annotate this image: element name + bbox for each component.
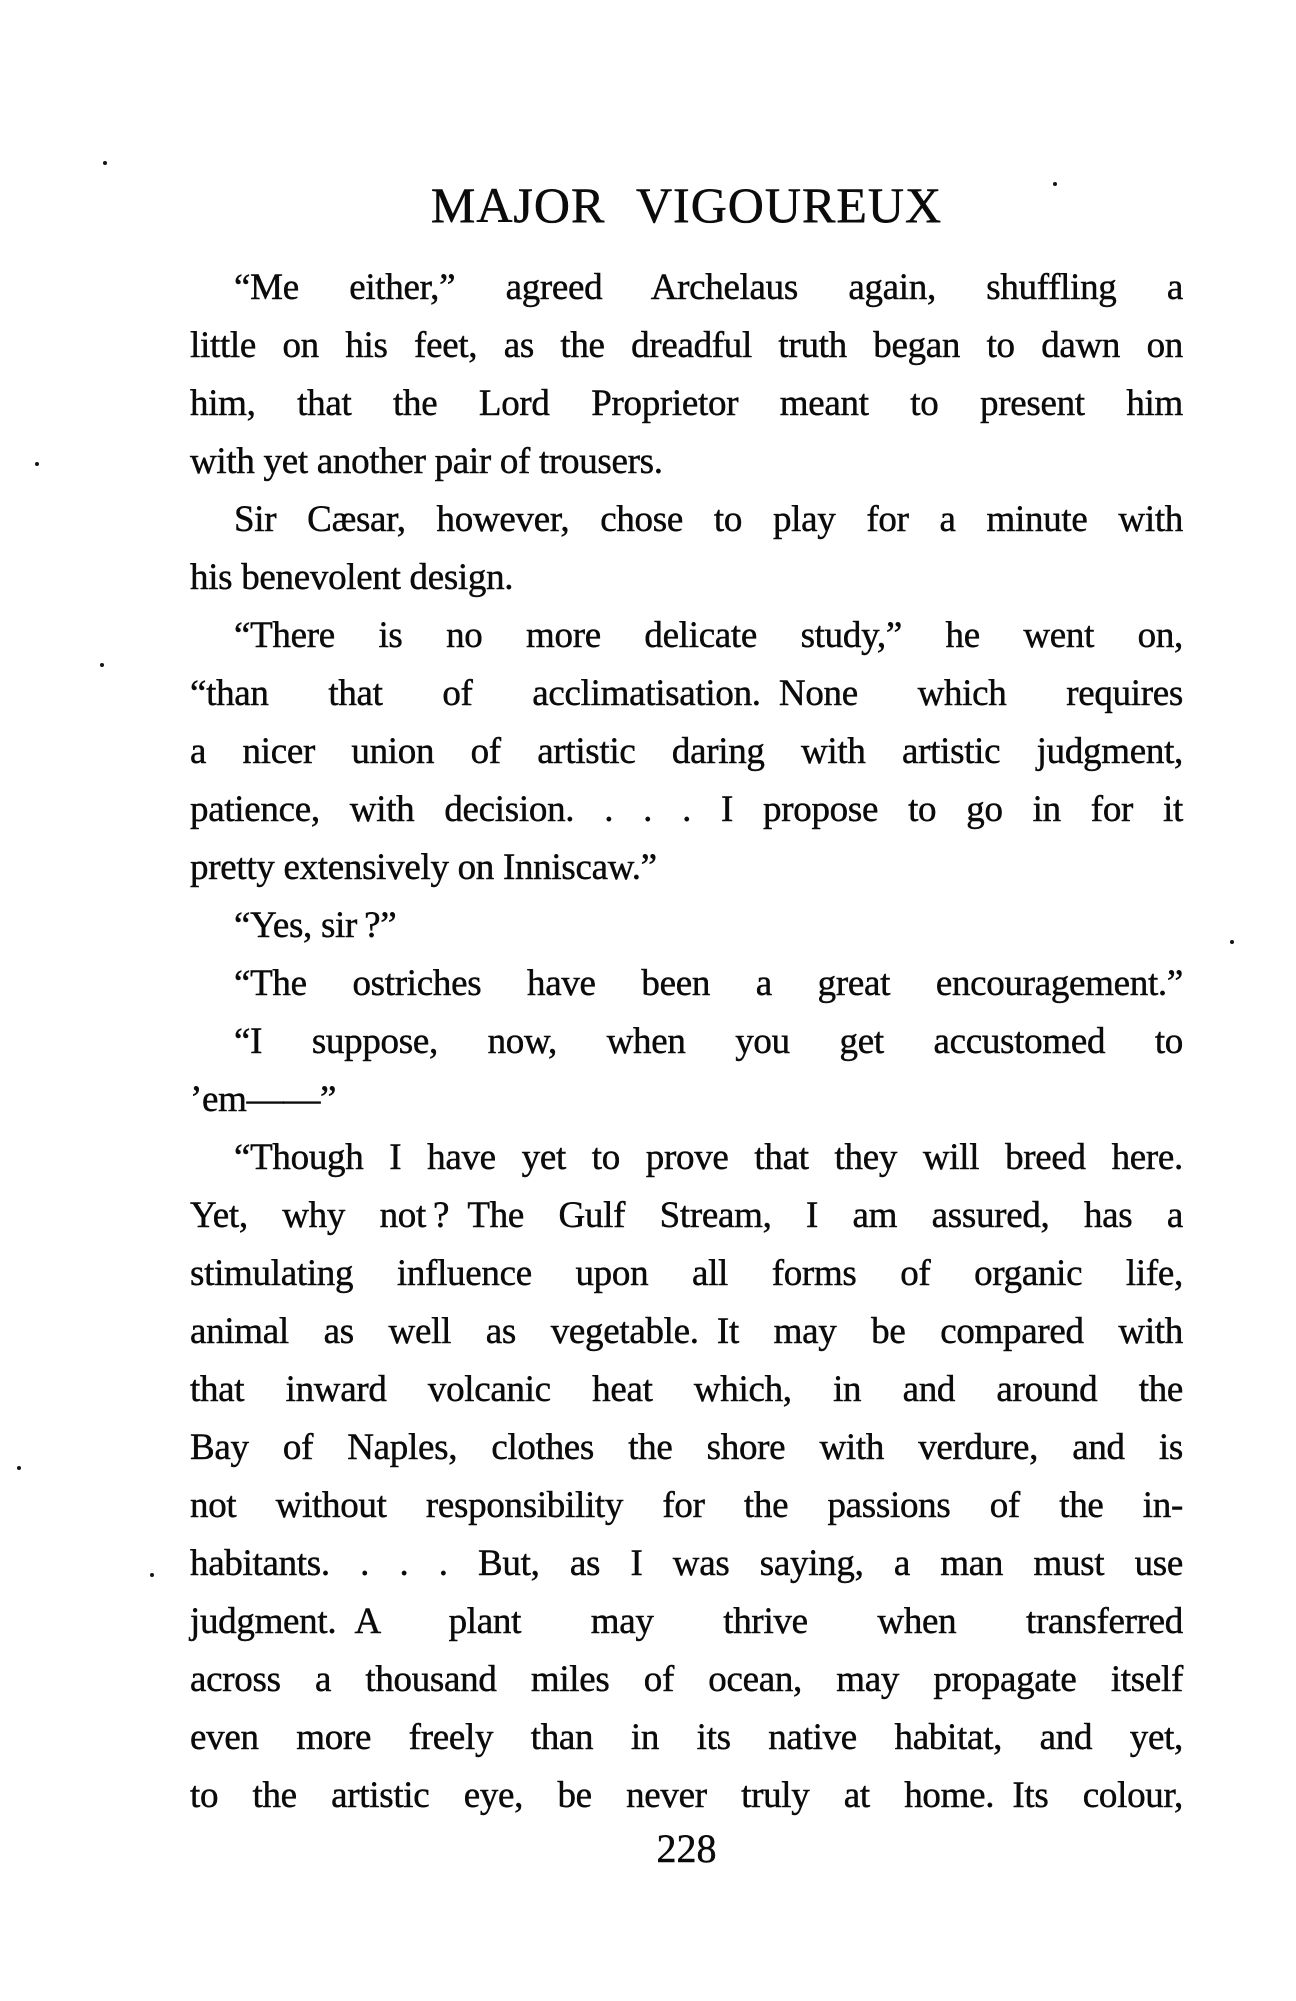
text-line: a nicer union of artistic daring with artistic judgment, (190, 731, 1183, 772)
text-line: his benevolent design. (190, 557, 514, 598)
scan-speck (150, 1573, 154, 1577)
text-line: Sir Cæsar, however, chose to play for a minute with (234, 499, 1183, 540)
text-line: “Me either,” agreed Archelaus again, shuffling a (234, 267, 1183, 308)
text-line: “There is no more delicate study,” he went on, (234, 615, 1183, 656)
text-line: judgment. A plant may thrive when transferred (190, 1601, 1183, 1642)
text-line: “Though I have yet to prove that they will breed here. (234, 1137, 1183, 1178)
text-line: habitants. . . . But, as I was saying, a man must use (190, 1543, 1183, 1584)
scan-speck (103, 161, 107, 165)
scan-speck (1230, 940, 1234, 944)
scan-speck (35, 462, 39, 466)
text-line: stimulating influence upon all forms of organic life, (190, 1253, 1183, 1294)
scan-speck (100, 663, 104, 667)
body-text (190, 259, 1183, 1825)
text-line: not without responsibility for the passions of the in- (190, 1485, 1183, 1526)
page-number: 228 (656, 1826, 717, 1871)
text-line: ’em——” (190, 1079, 337, 1120)
text-line: little on his feet, as the dreadful truth began to dawn on (190, 325, 1183, 366)
text-line: across a thousand miles of ocean, may propagate itself (190, 1659, 1183, 1700)
text-line: “I suppose, now, when you get accustomed to (234, 1021, 1183, 1062)
scan-speck (17, 1466, 21, 1470)
running-head: MAJOR VIGOUREUX (430, 177, 943, 233)
text-line: “than that of acclimatisation. None which requires (190, 673, 1183, 714)
text-line: Yet, why not ? The Gulf Stream, I am assured, has a (190, 1195, 1183, 1236)
text-line: patience, with decision. . . . I propose to go in for it (190, 789, 1183, 830)
text-line: that inward volcanic heat which, in and around the (190, 1369, 1183, 1410)
text-line: “The ostriches have been a great encouragement.” (234, 963, 1183, 1004)
scan-speck (1053, 182, 1057, 186)
text-line: pretty extensively on Inniscaw.” (190, 847, 657, 888)
text-line: to the artistic eye, be never truly at home. Its colour, (190, 1775, 1183, 1816)
text-line: Bay of Naples, clothes the shore with verdure, and is (190, 1427, 1183, 1468)
text-line: animal as well as vegetable. It may be compared with (190, 1311, 1183, 1352)
text-line: him, that the Lord Proprietor meant to present him (190, 383, 1183, 424)
text-line: even more freely than in its native habitat, and yet, (190, 1717, 1183, 1758)
text-line: “Yes, sir ?” (234, 905, 397, 946)
text-line: with yet another pair of trousers. (190, 441, 663, 482)
